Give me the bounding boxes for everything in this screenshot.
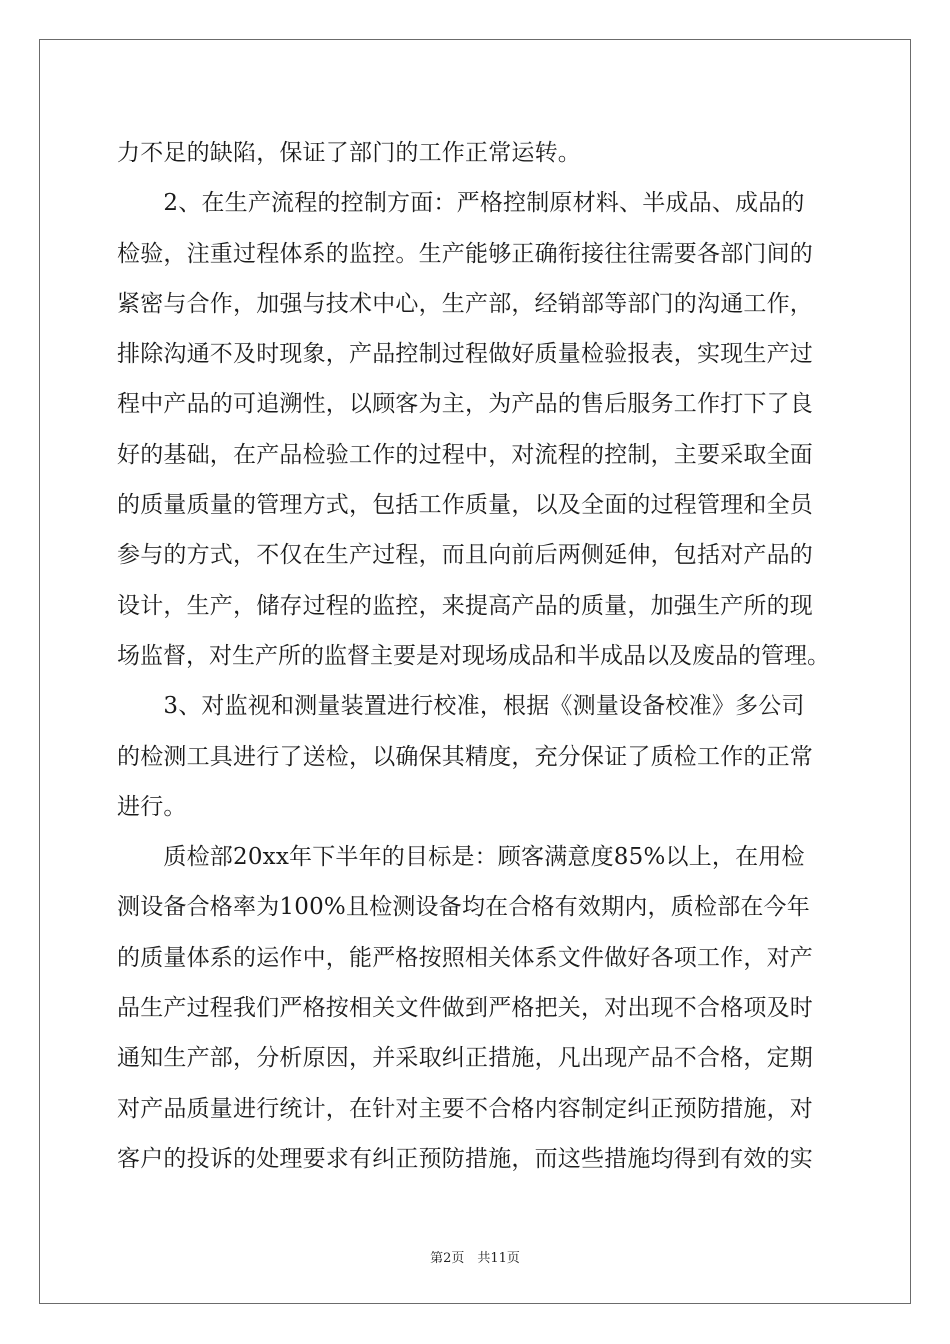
text-line: 质检部20xx年下半年的目标是：顾客满意度85%以上，在用检 (117, 844, 805, 871)
text-line: 进行。 (117, 793, 187, 820)
text-line: 排除沟通不及时现象，产品控制过程做好质量检验报表，实现生产过 (117, 341, 813, 368)
text-line: 场监督，对生产所的监督主要是对现场成品和半成品以及废品的管理。 (117, 642, 830, 669)
page-number-footer: 第2页 共11页 (430, 1251, 520, 1266)
text-line: 程中产品的可追溯性，以顾客为主，为产品的售后服务工作打下了良 (117, 391, 813, 418)
document-body (117, 128, 833, 1184)
text-line: 通知生产部，分析原因，并采取纠正措施，凡出现产品不合格，定期 (117, 1045, 813, 1072)
text-line: 品生产过程我们严格按相关文件做到严格把关，对出现不合格项及时 (117, 995, 813, 1022)
text-line: 参与的方式，不仅在生产过程，而且向前后两侧延伸，包括对产品的 (117, 542, 813, 569)
text-line: 的检测工具进行了送检，以确保其精度，充分保证了质检工作的正常 (117, 743, 813, 770)
text-line: 3、对监视和测量装置进行校准，根据《测量设备校准》多公司 (117, 693, 805, 720)
text-line: 测设备合格率为100%且检测设备均在合格有效期内，质检部在今年 (117, 894, 810, 921)
text-line: 对产品质量进行统计，在针对主要不合格内容制定纠正预防措施，对 (117, 1095, 813, 1122)
text-line: 好的基础，在产品检验工作的过程中，对流程的控制，主要采取全面 (117, 441, 813, 468)
text-line: 的质量体系的运作中，能严格按照相关体系文件做好各项工作，对产 (117, 944, 813, 971)
text-line: 客户的投诉的处理要求有纠正预防措施，而这些措施均得到有效的实 (117, 1145, 813, 1172)
text-line: 2、在生产流程的控制方面：严格控制原材料、半成品、成品的 (117, 190, 805, 217)
text-line: 紧密与合作，加强与技术中心，生产部，经销部等部门的沟通工作， (117, 290, 813, 317)
text-line: 检验，注重过程体系的监控。生产能够正确衔接往往需要各部门间的 (117, 240, 813, 267)
text-line: 力不足的缺陷，保证了部门的工作正常运转。 (117, 140, 581, 166)
text-line: 设计，生产，储存过程的监控，来提高产品的质量，加强生产所的现 (117, 592, 813, 619)
text-line: 的质量质量的管理方式，包括工作质量，以及全面的过程管理和全员 (117, 492, 813, 519)
